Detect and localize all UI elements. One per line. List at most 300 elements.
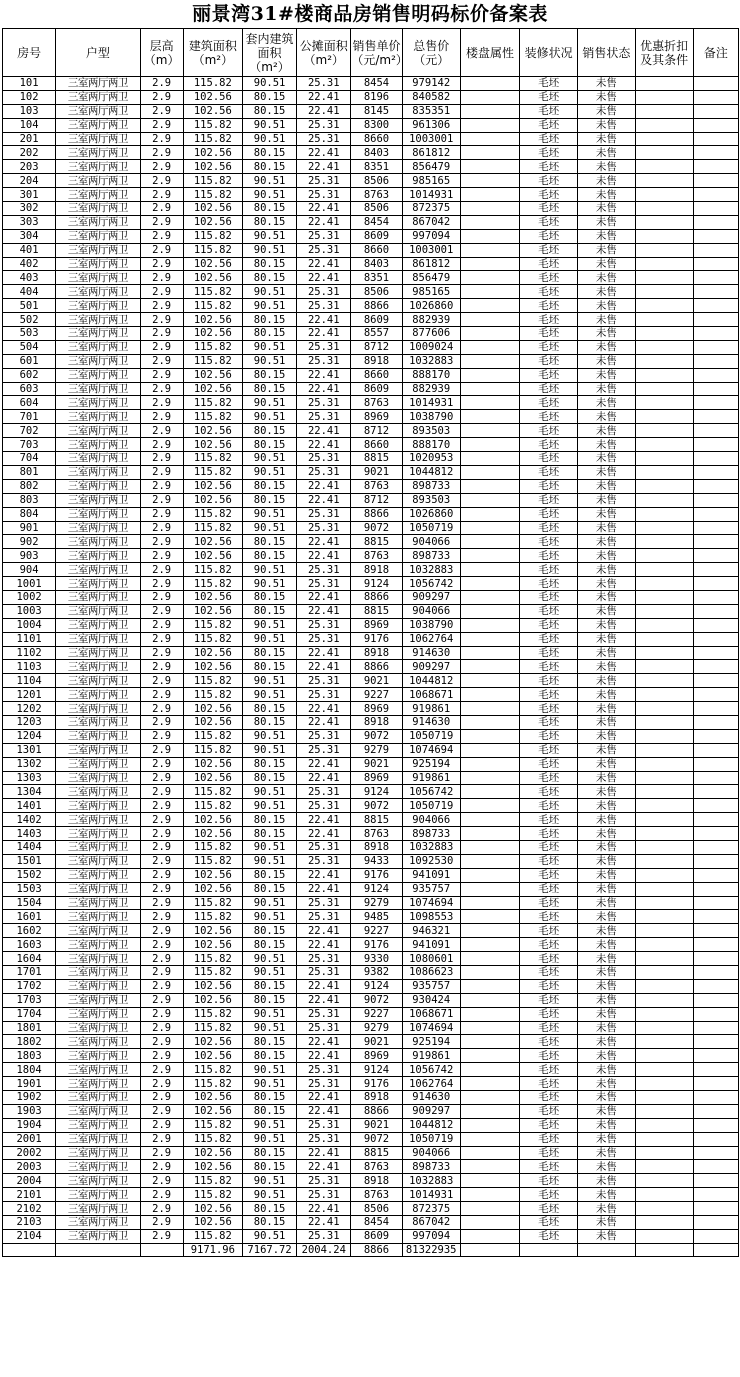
cell-total-price: 935757: [402, 882, 460, 896]
cell-unit-price: 8969: [351, 410, 402, 424]
cell-unit-price: 8403: [351, 146, 402, 160]
cell-floor-height: 2.9: [140, 1146, 183, 1160]
cell-unit-price: 8712: [351, 340, 402, 354]
table-row: [3, 410, 739, 424]
cell-property-type: [460, 1188, 519, 1202]
cell-decoration: 毛坯: [520, 799, 578, 813]
cell-decoration: 毛坯: [520, 188, 578, 202]
cell-total-price: 1020953: [402, 452, 460, 466]
cell-inner-area: 90.51: [242, 285, 296, 299]
cell-floor-height: 2.9: [140, 785, 183, 799]
table-row: [3, 743, 739, 757]
cell-property-type: [460, 90, 519, 104]
cell-inner-area: 80.15: [242, 104, 296, 118]
cell-sale-status: 未售: [578, 507, 635, 521]
cell-inner-area: 90.51: [242, 1188, 296, 1202]
cell-unit-price: 8660: [351, 438, 402, 452]
cell-unit-type: 三室两厅两卫: [56, 979, 140, 993]
cell-total-price: 1032883: [402, 354, 460, 368]
cell-discount: [635, 424, 693, 438]
cell-sale-status: 未售: [578, 1174, 635, 1188]
cell-shared-area: 25.31: [297, 340, 351, 354]
cell-room-no: 803: [3, 493, 56, 507]
cell-unit-price: 8351: [351, 271, 402, 285]
cell-property-type: [460, 146, 519, 160]
cell-room-no: 2003: [3, 1160, 56, 1174]
cell-sale-status: 未售: [578, 438, 635, 452]
cell-building-area: 115.82: [183, 118, 242, 132]
cell-room-no: 1604: [3, 952, 56, 966]
cell-remarks: [693, 757, 738, 771]
cell-building-area: 115.82: [183, 243, 242, 257]
cell-discount: [635, 1118, 693, 1132]
cell-inner-area: 90.51: [242, 410, 296, 424]
cell-shared-area: 22.41: [297, 313, 351, 327]
cell-building-area: 102.56: [183, 604, 242, 618]
cell-inner-area: 90.51: [242, 1174, 296, 1188]
table-row: [3, 868, 739, 882]
cell-unit-price: 8918: [351, 563, 402, 577]
cell-floor-height: 2.9: [140, 910, 183, 924]
cell-inner-area: 80.15: [242, 438, 296, 452]
table-row: [3, 493, 739, 507]
cell-property-type: [460, 715, 519, 729]
cell-property-type: [460, 243, 519, 257]
cell-sale-status: 未售: [578, 646, 635, 660]
cell-sale-status: 未售: [578, 465, 635, 479]
cell-sale-status: 未售: [578, 229, 635, 243]
cell-floor-height: 2.9: [140, 1229, 183, 1243]
cell-room-no: 604: [3, 396, 56, 410]
table-row: [3, 840, 739, 854]
cell-inner-area: 80.15: [242, 424, 296, 438]
cell-building-area: 102.56: [183, 757, 242, 771]
cell-inner-area: 90.51: [242, 896, 296, 910]
cell-floor-height: 2.9: [140, 1174, 183, 1188]
cell-sale-status: 未售: [578, 146, 635, 160]
cell-sale-status: 未售: [578, 827, 635, 841]
cell-building-area: 102.56: [183, 660, 242, 674]
table-row: [3, 327, 739, 341]
average-unit-price: 8866: [351, 1243, 402, 1256]
cell-decoration: 毛坯: [520, 563, 578, 577]
cell-unit-type: 三室两厅两卫: [56, 771, 140, 785]
cell-room-no: 304: [3, 229, 56, 243]
cell-building-area: 115.82: [183, 285, 242, 299]
cell-total-price: 893503: [402, 493, 460, 507]
cell-room-no: 103: [3, 104, 56, 118]
cell-building-area: 115.82: [183, 174, 242, 188]
cell-unit-type: 三室两厅两卫: [56, 813, 140, 827]
cell-inner-area: 80.15: [242, 271, 296, 285]
cell-unit-type: 三室两厅两卫: [56, 1132, 140, 1146]
cell-property-type: [460, 410, 519, 424]
cell-floor-height: 2.9: [140, 327, 183, 341]
cell-unit-type: 三室两厅两卫: [56, 785, 140, 799]
cell-shared-area: 22.41: [297, 1035, 351, 1049]
cell-remarks: [693, 118, 738, 132]
cell-building-area: 115.82: [183, 966, 242, 980]
cell-floor-height: 2.9: [140, 1035, 183, 1049]
cell-unit-price: 9485: [351, 910, 402, 924]
cell-building-area: 102.56: [183, 1202, 242, 1216]
cell-room-no: 1404: [3, 840, 56, 854]
cell-sale-status: 未售: [578, 90, 635, 104]
table-row: [3, 146, 739, 160]
cell-room-no: 802: [3, 479, 56, 493]
cell-total-price: 877606: [402, 327, 460, 341]
cell-remarks: [693, 1132, 738, 1146]
cell-floor-height: 2.9: [140, 702, 183, 716]
cell-decoration: 毛坯: [520, 1007, 578, 1021]
cell-inner-area: 80.15: [242, 590, 296, 604]
cell-shared-area: 25.31: [297, 132, 351, 146]
cell-inner-area: 80.15: [242, 1216, 296, 1230]
cell-sale-status: 未售: [578, 396, 635, 410]
cell-sale-status: 未售: [578, 688, 635, 702]
cell-unit-price: 9072: [351, 1132, 402, 1146]
cell-discount: [635, 313, 693, 327]
cell-room-no: 201: [3, 132, 56, 146]
cell-unit-price: 8609: [351, 382, 402, 396]
cell-decoration: 毛坯: [520, 966, 578, 980]
cell-total-price: 888170: [402, 438, 460, 452]
cell-discount: [635, 771, 693, 785]
cell-discount: [635, 590, 693, 604]
cell-discount: [635, 1104, 693, 1118]
cell-sale-status: 未售: [578, 1104, 635, 1118]
cell-floor-height: 2.9: [140, 285, 183, 299]
cell-room-no: 1001: [3, 577, 56, 591]
cell-shared-area: 22.41: [297, 1049, 351, 1063]
cell-unit-price: 8660: [351, 243, 402, 257]
cell-sale-status: 未售: [578, 882, 635, 896]
table-row: [3, 424, 739, 438]
cell-building-area: 102.56: [183, 479, 242, 493]
cell-unit-price: 8815: [351, 535, 402, 549]
cell-room-no: 1602: [3, 924, 56, 938]
cell-building-area: 102.56: [183, 771, 242, 785]
cell-total-price: 904066: [402, 1146, 460, 1160]
cell-shared-area: 25.31: [297, 410, 351, 424]
table-row: [3, 1132, 739, 1146]
cell-total-price: 840582: [402, 90, 460, 104]
cell-unit-type: 三室两厅两卫: [56, 465, 140, 479]
cell-decoration: 毛坯: [520, 1063, 578, 1077]
cell-building-area: 115.82: [183, 743, 242, 757]
cell-sale-status: 未售: [578, 674, 635, 688]
cell-unit-type: 三室两厅两卫: [56, 618, 140, 632]
cell-building-area: 102.56: [183, 104, 242, 118]
cell-decoration: 毛坯: [520, 410, 578, 424]
cell-decoration: 毛坯: [520, 993, 578, 1007]
cell-discount: [635, 674, 693, 688]
cell-unit-type: 三室两厅两卫: [56, 146, 140, 160]
cell-unit-type: 三室两厅两卫: [56, 160, 140, 174]
cell-decoration: 毛坯: [520, 465, 578, 479]
cell-remarks: [693, 924, 738, 938]
cell-floor-height: 2.9: [140, 257, 183, 271]
cell-property-type: [460, 1174, 519, 1188]
cell-inner-area: 80.15: [242, 327, 296, 341]
cell-remarks: [693, 1118, 738, 1132]
cell-total-price: 909297: [402, 590, 460, 604]
cell-room-no: 1003: [3, 604, 56, 618]
cell-shared-area: 22.41: [297, 979, 351, 993]
cell-remarks: [693, 590, 738, 604]
cell-unit-price: 8557: [351, 327, 402, 341]
cell-decoration: 毛坯: [520, 840, 578, 854]
cell-inner-area: 90.51: [242, 354, 296, 368]
cell-shared-area: 22.41: [297, 1216, 351, 1230]
table-row: [3, 1049, 739, 1063]
cell-discount: [635, 257, 693, 271]
cell-unit-price: 8300: [351, 118, 402, 132]
cell-unit-price: 8918: [351, 354, 402, 368]
cell-shared-area: 25.31: [297, 174, 351, 188]
cell-unit-type: 三室两厅两卫: [56, 285, 140, 299]
cell-inner-area: 90.51: [242, 854, 296, 868]
table-row: [3, 285, 739, 299]
cell-inner-area: 90.51: [242, 688, 296, 702]
cell-sale-status: 未售: [578, 896, 635, 910]
cell-discount: [635, 757, 693, 771]
cell-sale-status: 未售: [578, 493, 635, 507]
cell-floor-height: 2.9: [140, 160, 183, 174]
table-row: [3, 979, 739, 993]
cell-room-no: 901: [3, 521, 56, 535]
cell-unit-type: 三室两厅两卫: [56, 590, 140, 604]
cell-remarks: [693, 424, 738, 438]
cell-unit-type: 三室两厅两卫: [56, 174, 140, 188]
cell-total-price: 861812: [402, 257, 460, 271]
cell-unit-type: 三室两厅两卫: [56, 313, 140, 327]
cell-building-area: 102.56: [183, 1160, 242, 1174]
cell-floor-height: 2.9: [140, 840, 183, 854]
cell-room-no: 203: [3, 160, 56, 174]
cell-building-area: 115.82: [183, 1188, 242, 1202]
cell-inner-area: 80.15: [242, 1049, 296, 1063]
cell-inner-area: 90.51: [242, 632, 296, 646]
cell-decoration: 毛坯: [520, 646, 578, 660]
cell-property-type: [460, 229, 519, 243]
cell-decoration: 毛坯: [520, 1132, 578, 1146]
cell-remarks: [693, 938, 738, 952]
cell-shared-area: 22.41: [297, 1202, 351, 1216]
cell-unit-price: 8815: [351, 813, 402, 827]
cell-shared-area: 25.31: [297, 118, 351, 132]
cell-unit-price: 9124: [351, 979, 402, 993]
cell-sale-status: 未售: [578, 966, 635, 980]
cell-inner-area: 80.15: [242, 535, 296, 549]
cell-discount: [635, 924, 693, 938]
cell-room-no: 2102: [3, 1202, 56, 1216]
total-sale-price: 81322935: [402, 1243, 460, 1256]
table-body: [3, 77, 739, 1244]
cell-shared-area: 25.31: [297, 1077, 351, 1091]
cell-total-price: 1032883: [402, 1174, 460, 1188]
cell-building-area: 115.82: [183, 840, 242, 854]
cell-sale-status: 未售: [578, 410, 635, 424]
cell-shared-area: 25.31: [297, 1132, 351, 1146]
totals-cell-blank: [56, 1243, 140, 1256]
cell-building-area: 102.56: [183, 1091, 242, 1105]
cell-unit-type: 三室两厅两卫: [56, 327, 140, 341]
cell-sale-status: 未售: [578, 479, 635, 493]
cell-remarks: [693, 827, 738, 841]
table-row: [3, 966, 739, 980]
cell-total-price: 914630: [402, 646, 460, 660]
total-building-area: 9171.96: [183, 1243, 242, 1256]
cell-sale-status: 未售: [578, 840, 635, 854]
cell-building-area: 115.82: [183, 452, 242, 466]
cell-property-type: [460, 354, 519, 368]
cell-sale-status: 未售: [578, 1160, 635, 1174]
cell-unit-type: 三室两厅两卫: [56, 1229, 140, 1243]
cell-inner-area: 80.15: [242, 646, 296, 660]
cell-room-no: 1204: [3, 729, 56, 743]
cell-floor-height: 2.9: [140, 1202, 183, 1216]
cell-decoration: 毛坯: [520, 368, 578, 382]
cell-shared-area: 25.31: [297, 1007, 351, 1021]
cell-inner-area: 90.51: [242, 1021, 296, 1035]
cell-remarks: [693, 1007, 738, 1021]
cell-unit-type: 三室两厅两卫: [56, 952, 140, 966]
cell-decoration: 毛坯: [520, 285, 578, 299]
table-row: [3, 1007, 739, 1021]
header-building-area: 建筑面积（m²）: [183, 29, 242, 77]
table-row: [3, 729, 739, 743]
cell-shared-area: 25.31: [297, 1063, 351, 1077]
cell-floor-height: 2.9: [140, 202, 183, 216]
cell-discount: [635, 868, 693, 882]
cell-total-price: 1038790: [402, 410, 460, 424]
cell-property-type: [460, 813, 519, 827]
cell-room-no: 301: [3, 188, 56, 202]
cell-decoration: 毛坯: [520, 1229, 578, 1243]
cell-room-no: 1901: [3, 1077, 56, 1091]
price-table: [2, 28, 739, 1257]
cell-floor-height: 2.9: [140, 118, 183, 132]
table-row: [3, 1077, 739, 1091]
cell-room-no: 302: [3, 202, 56, 216]
cell-building-area: 115.82: [183, 1021, 242, 1035]
cell-remarks: [693, 577, 738, 591]
cell-property-type: [460, 202, 519, 216]
cell-floor-height: 2.9: [140, 132, 183, 146]
cell-building-area: 115.82: [183, 410, 242, 424]
cell-unit-price: 8609: [351, 1229, 402, 1243]
cell-inner-area: 80.15: [242, 202, 296, 216]
cell-unit-price: 9021: [351, 465, 402, 479]
cell-shared-area: 22.41: [297, 590, 351, 604]
cell-floor-height: 2.9: [140, 660, 183, 674]
cell-sale-status: 未售: [578, 1063, 635, 1077]
cell-decoration: 毛坯: [520, 257, 578, 271]
cell-shared-area: 22.41: [297, 771, 351, 785]
cell-unit-type: 三室两厅两卫: [56, 966, 140, 980]
cell-property-type: [460, 840, 519, 854]
table-row: [3, 118, 739, 132]
cell-discount: [635, 618, 693, 632]
cell-unit-price: 9176: [351, 632, 402, 646]
cell-property-type: [460, 285, 519, 299]
cell-decoration: 毛坯: [520, 174, 578, 188]
cell-unit-price: 9072: [351, 993, 402, 1007]
cell-unit-price: 9279: [351, 1021, 402, 1035]
cell-unit-price: 9382: [351, 966, 402, 980]
cell-inner-area: 80.15: [242, 160, 296, 174]
cell-remarks: [693, 646, 738, 660]
cell-floor-height: 2.9: [140, 1104, 183, 1118]
cell-property-type: [460, 1091, 519, 1105]
cell-unit-type: 三室两厅两卫: [56, 702, 140, 716]
cell-building-area: 115.82: [183, 507, 242, 521]
cell-remarks: [693, 896, 738, 910]
cell-remarks: [693, 715, 738, 729]
cell-decoration: 毛坯: [520, 924, 578, 938]
cell-unit-price: 8763: [351, 188, 402, 202]
cell-sale-status: 未售: [578, 549, 635, 563]
cell-decoration: 毛坯: [520, 479, 578, 493]
cell-building-area: 102.56: [183, 979, 242, 993]
cell-room-no: 1904: [3, 1118, 56, 1132]
cell-unit-price: 8969: [351, 702, 402, 716]
cell-room-no: 404: [3, 285, 56, 299]
cell-floor-height: 2.9: [140, 827, 183, 841]
cell-room-no: 701: [3, 410, 56, 424]
cell-shared-area: 22.41: [297, 368, 351, 382]
cell-remarks: [693, 493, 738, 507]
cell-unit-price: 8815: [351, 604, 402, 618]
cell-property-type: [460, 771, 519, 785]
cell-unit-price: 8763: [351, 827, 402, 841]
cell-inner-area: 80.15: [242, 368, 296, 382]
cell-room-no: 401: [3, 243, 56, 257]
cell-floor-height: 2.9: [140, 215, 183, 229]
cell-total-price: 935757: [402, 979, 460, 993]
cell-unit-type: 三室两厅两卫: [56, 1049, 140, 1063]
cell-inner-area: 80.15: [242, 549, 296, 563]
table-row: [3, 1021, 739, 1035]
cell-shared-area: 22.41: [297, 660, 351, 674]
cell-discount: [635, 1021, 693, 1035]
cell-remarks: [693, 368, 738, 382]
cell-total-price: 941091: [402, 938, 460, 952]
cell-sale-status: 未售: [578, 785, 635, 799]
cell-unit-type: 三室两厅两卫: [56, 1091, 140, 1105]
cell-total-price: 1038790: [402, 618, 460, 632]
cell-total-price: 997094: [402, 1229, 460, 1243]
cell-unit-price: 8763: [351, 1160, 402, 1174]
cell-floor-height: 2.9: [140, 410, 183, 424]
cell-property-type: [460, 618, 519, 632]
cell-floor-height: 2.9: [140, 438, 183, 452]
cell-total-price: 856479: [402, 271, 460, 285]
cell-room-no: 1803: [3, 1049, 56, 1063]
cell-decoration: 毛坯: [520, 146, 578, 160]
cell-room-no: 1702: [3, 979, 56, 993]
cell-decoration: 毛坯: [520, 1188, 578, 1202]
cell-room-no: 1801: [3, 1021, 56, 1035]
cell-property-type: [460, 827, 519, 841]
cell-shared-area: 22.41: [297, 813, 351, 827]
cell-discount: [635, 188, 693, 202]
cell-total-price: 1026860: [402, 299, 460, 313]
cell-total-price: 919861: [402, 771, 460, 785]
cell-building-area: 102.56: [183, 1216, 242, 1230]
cell-total-price: 1068671: [402, 688, 460, 702]
